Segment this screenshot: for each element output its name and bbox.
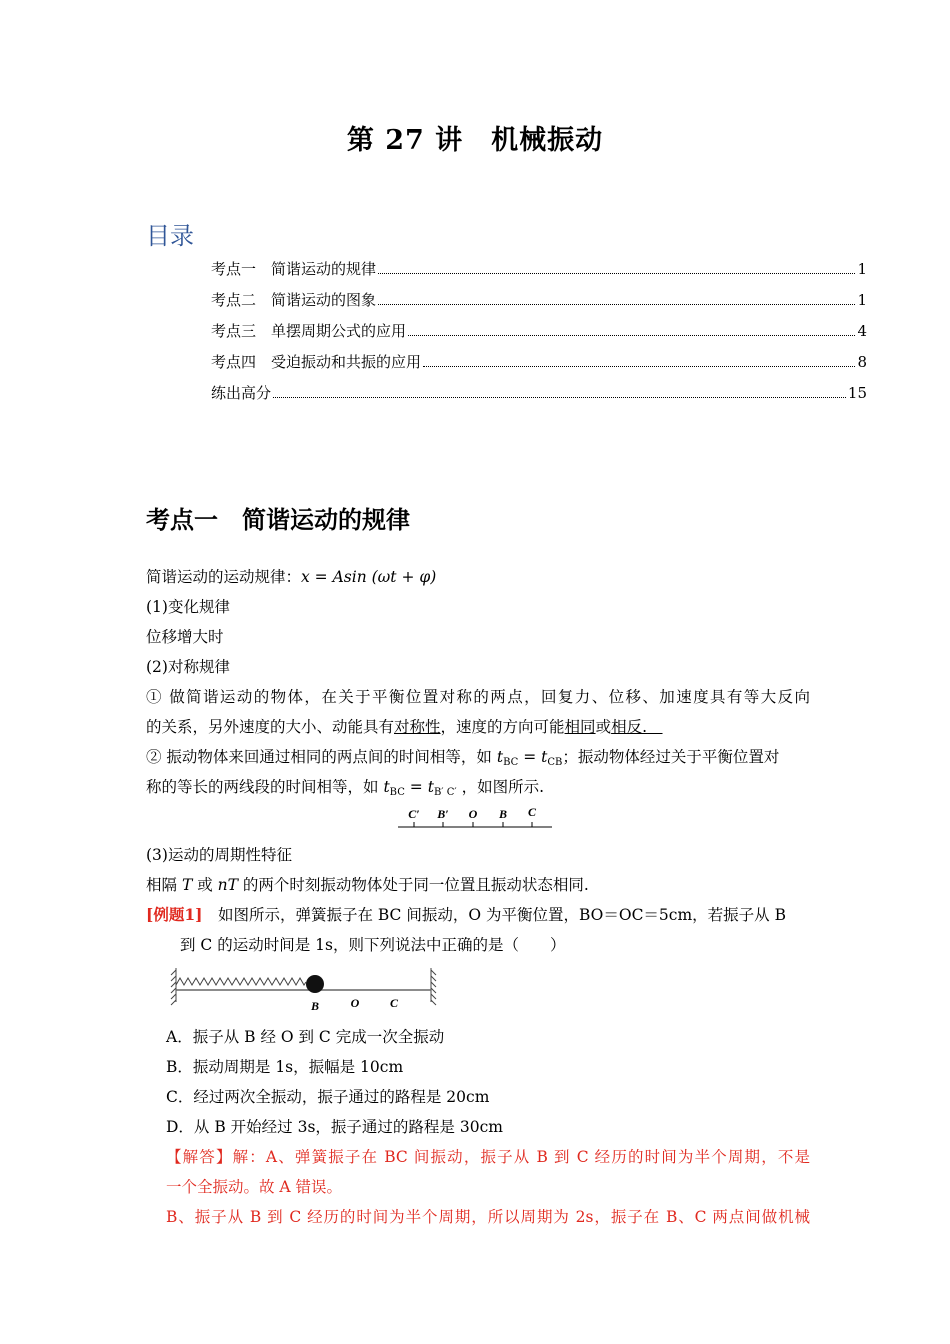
right-wall-icon — [431, 968, 436, 1005]
oscillator-ball — [306, 975, 324, 993]
toc-leader — [408, 335, 855, 336]
left-wall-icon — [171, 968, 176, 1005]
text-run: ，速度的方向可能 — [440, 718, 565, 736]
period-symbol: T — [181, 876, 193, 894]
time-symbol: t — [541, 748, 548, 766]
example-question-text: 如图所示，弹簧振子在 BC 间振动，O 为平衡位置，BO＝OC＝5cm，若振子从 B — [202, 906, 786, 924]
symmetric-points-diagram — [146, 802, 810, 840]
text-run: 或 — [192, 876, 218, 894]
option-c: C．经过两次全振动，振子通过的路程是 20cm — [166, 1088, 490, 1106]
text-run: 的关系，另外速度的大小、动能具有 — [146, 718, 395, 736]
underlined-term: 对称性 — [394, 718, 441, 736]
text-run: ，如图所示. — [456, 778, 545, 796]
table-of-contents — [211, 258, 867, 413]
text-run: 称的等长的两线段的时间相等，如 — [146, 778, 384, 796]
time-symbol: t — [496, 748, 504, 766]
time-subscript: CB — [547, 757, 563, 768]
subheading-symmetry-law: (2)对称规律 — [146, 658, 230, 676]
figure-symmetric-points — [146, 802, 810, 840]
toc-entry-label: 考点三 单摆周期公式的应用 — [211, 322, 407, 340]
toc-entry-label: 考点一 简谐运动的规律 — [211, 260, 377, 278]
symmetry-paragraph-1: ① 做简谐运动的物体，在关于平衡位置对称的两点，回复力、位移、加速度具有等大反向 — [146, 688, 810, 706]
figure-spring-oscillator — [146, 960, 810, 1022]
text-run: 或 — [595, 718, 612, 736]
periodicity-text — [146, 870, 810, 900]
example-question-line-2: 到 C 的运动时间是 1s，则下列说法中正确的是（ ） — [180, 936, 566, 954]
toc-leader — [378, 273, 855, 274]
toc-entry-page: 1 — [857, 260, 867, 278]
toc-heading: 目录 — [146, 222, 194, 250]
toc-entry[interactable] — [211, 289, 867, 320]
example-question-line-1 — [146, 900, 810, 930]
toc-entry-page: 4 — [857, 322, 867, 340]
label-b-prime: B′ — [437, 807, 449, 821]
label-c: C — [527, 805, 537, 819]
spring-icon — [176, 978, 306, 985]
toc-entry-page: 15 — [847, 384, 867, 402]
label-c: C — [389, 996, 399, 1010]
toc-entry-page: 8 — [857, 353, 867, 371]
time-symbol: t — [383, 778, 390, 796]
underlined-term: 相反. — [611, 718, 648, 736]
toc-leader — [378, 304, 855, 305]
answer-line-3: B、振子从 B 到 C 经历的时间为半个周期，所以周期为 2s，振子在 B、C 两点间做机械 — [166, 1208, 810, 1226]
time-subscript: BC — [389, 787, 405, 798]
label-o: O — [350, 996, 360, 1010]
toc-entry-label: 考点二 简谐运动的图象 — [211, 291, 377, 309]
time-subscript: BC — [503, 757, 519, 768]
spring-oscillator-diagram — [146, 960, 810, 1022]
section-heading: 考点一 简谐运动的规律 — [146, 505, 410, 534]
toc-entry[interactable] — [211, 382, 867, 413]
label-b: B — [310, 999, 320, 1013]
toc-entry-label: 考点四 受迫振动和共振的应用 — [211, 353, 422, 371]
answer-line-1: 【解答】解：A、弹簧振子在 BC 间振动，振子从 B 到 C 经历的时间为半个周期，不是 — [166, 1148, 810, 1166]
motion-law-line — [146, 562, 810, 592]
toc-entry-label: 练出高分 — [211, 384, 272, 402]
option-b: B．振动周期是 1s，振幅是 10cm — [166, 1058, 404, 1076]
toc-entry[interactable] — [211, 351, 867, 382]
page-title: 第 27 讲 机械振动 — [346, 125, 604, 156]
toc-leader — [273, 397, 846, 398]
underline-tail — [647, 718, 663, 736]
answer-line-2: 一个全振动。故 A 错误。 — [166, 1178, 343, 1196]
motion-law-formula: x = Asin (ωt + φ) — [301, 568, 437, 586]
toc-entry[interactable] — [211, 320, 867, 351]
document-body — [146, 562, 810, 1232]
subheading-periodicity: (3)运动的周期性特征 — [146, 846, 292, 864]
symmetry-paragraph-2 — [146, 742, 810, 772]
example-tag: [例题1] — [146, 905, 203, 924]
text-run: 相隔 — [146, 876, 182, 894]
period-multiple-symbol: nT — [217, 876, 238, 894]
text-run: 的两个时刻振动物体处于同一位置且振动状态相同. — [237, 876, 589, 894]
equals-sign: = — [518, 748, 542, 766]
toc-entry-page: 1 — [857, 291, 867, 309]
option-d: D．从 B 开始经过 3s，振子通过的路程是 30cm — [166, 1118, 503, 1136]
change-law-text: 位移增大时 — [146, 628, 224, 646]
option-a: A．振子从 B 经 O 到 C 完成一次全振动 — [166, 1028, 445, 1046]
symmetry-paragraph-1-cont — [146, 712, 810, 742]
text-run: ；振动物体经过关于平衡位置对 — [562, 748, 780, 766]
underlined-term: 相同 — [564, 718, 596, 736]
label-c-prime: C′ — [408, 807, 420, 821]
text-run: ② 振动物体来回通过相同的两点间的时间相等，如 — [146, 748, 497, 766]
toc-leader — [423, 366, 855, 367]
time-symbol: t — [427, 778, 434, 796]
label-o: O — [468, 807, 478, 821]
equals-sign: = — [404, 778, 428, 796]
toc-entry[interactable] — [211, 258, 867, 289]
motion-law-prefix: 简谐运动的运动规律： — [146, 568, 302, 586]
label-b: B — [498, 807, 508, 821]
symmetry-paragraph-2-cont — [146, 772, 810, 802]
subheading-change-law: (1)变化规律 — [146, 598, 230, 616]
time-subscript: B′ C′ — [433, 787, 457, 798]
